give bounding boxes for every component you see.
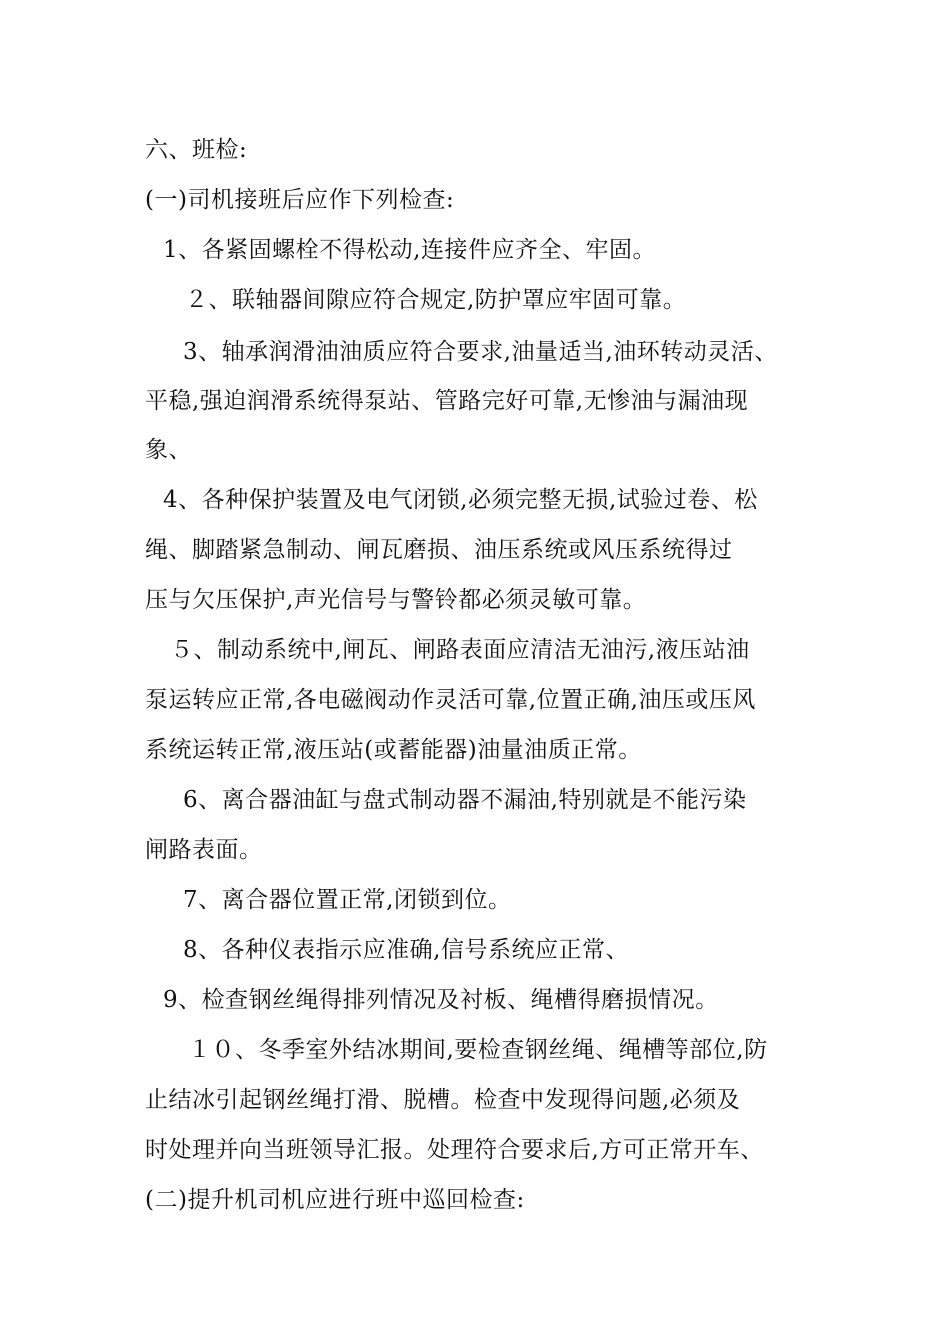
paragraph-item-3-line: 3、轴承润滑油油质应符合要求,油量适当,油环转动灵活、	[183, 339, 778, 365]
paragraph-item-10-line: 时处理并向当班领导汇报。处理符合要求后,方可正常开车、	[145, 1137, 764, 1163]
paragraph-item-6-line: 闸路表面。	[145, 837, 263, 863]
paragraph-item-5-line: ５、制动系统中,闸瓦、闸路表面应清洁无油污,液压站油	[170, 637, 750, 663]
paragraph-item-4-line: 绳、脚踏紧急制动、闸瓦磨损、油压系统或风压系统得过	[145, 537, 733, 563]
paragraph-item-5-line: 系统运转正常,液压站(或蓄能器)油量油质正常。	[145, 737, 642, 763]
paragraph-item-3-line: 象、	[145, 437, 192, 463]
subsection-heading: (一)司机接班后应作下列检查:	[145, 187, 455, 213]
paragraph-item-2: ２、联轴器间隙应符合规定,防护罩应牢固可靠。	[185, 287, 687, 313]
paragraph-item-1: 1、各紧固螺栓不得松动,连接件应齐全、牢固。	[163, 237, 656, 263]
paragraph-item-4-line: 压与欠压保护,声光信号与警铃都必须灵敏可靠。	[145, 587, 647, 613]
paragraph-item-8: 8、各种仪表指示应准确,信号系统应正常、	[183, 937, 629, 963]
subsection-heading: (二)提升机司机应进行班中巡回检查:	[145, 1187, 525, 1213]
paragraph-item-10-line: 止结冰引起钢丝绳打滑、脱槽。检查中发现得问题,必须及	[145, 1087, 741, 1113]
section-title: 六、班检:	[145, 137, 248, 163]
paragraph-item-6-line: 6、离合器油缸与盘式制动器不漏油,特别就是不能污染	[183, 787, 747, 813]
paragraph-item-7: 7、离合器位置正常,闭锁到位。	[183, 887, 512, 913]
paragraph-item-9: 9、检查钢丝绳得排列情况及衬板、绳槽得磨损情况。	[163, 987, 719, 1013]
paragraph-item-4-line: 4、各种保护装置及电气闭锁,必须完整无损,试验过卷、松	[163, 487, 758, 513]
paragraph-item-5-line: 泵运转应正常,各电磁阀动作灵活可靠,位置正确,油压或压风	[145, 687, 756, 713]
paragraph-item-10-line: １０、冬季室外结冰期间,要检查钢丝绳、绳槽等部位,防	[188, 1037, 768, 1063]
paragraph-item-3-line: 平稳,强迫润滑系统得泵站、管路完好可靠,无惨油与漏油现	[145, 388, 749, 414]
